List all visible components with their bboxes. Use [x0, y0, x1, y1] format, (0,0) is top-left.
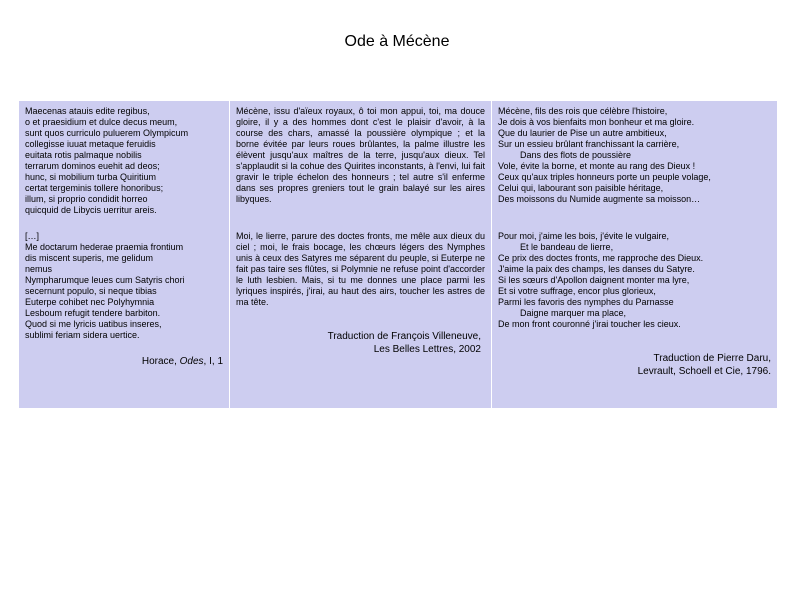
- page-title: Ode à Mécène: [344, 33, 450, 50]
- daru-source-line-2: Levrault, Schoell et Cie, 1796.: [637, 366, 771, 377]
- verse-line: De mon front couronné j'irai toucher les cieux.: [498, 319, 681, 329]
- latin-cell-1: [19, 101, 230, 226]
- verse-line: Parmi les favoris des nymphes du Parnasse: [498, 297, 674, 307]
- verse-line: Sur un essieu brûlant franchissant la carrière,: [498, 139, 680, 149]
- villeneuve-source-line-1: Traduction de François Villeneuve,: [327, 331, 481, 342]
- verse-line: Et le bandeau de lierre,: [520, 242, 614, 252]
- verse-line: Pour moi, j'aime les bois, j'évite le vulgaire,: [498, 231, 670, 241]
- villeneuve-cell-2: [230, 226, 492, 408]
- verse-line: secernunt populo, si neque tibias: [25, 286, 157, 296]
- verse-line: illum, si proprio condidit horreo: [25, 194, 148, 204]
- verse-line: quicquid de Libycis uerritur areis.: [25, 205, 157, 215]
- verse-line: sunt quos curriculo puluerem Olympicum: [25, 128, 189, 138]
- verse-line: […]: [25, 231, 40, 241]
- verse-line: Nympharumque leues cum Satyris chori: [25, 275, 185, 285]
- verse-line: Daigne marquer ma place,: [520, 308, 627, 318]
- daru-verse-1: [498, 106, 771, 205]
- verse-line: Ce prix des doctes fronts, me rapproche des Dieux.: [498, 253, 704, 263]
- verse-line: Et si votre suffrage, encor plus glorieux,: [498, 286, 656, 296]
- verse-line: Ceux qu'aux triples honneurs porte un peuple volage,: [498, 172, 711, 182]
- villeneuve-paragraph-2: Moi, le lierre, parure des doctes fronts, me mêle aux dieux du ciel ; moi, le frais bocage, les chœurs légers des Nymphes unis à ceux des Satyres me séparent du peuple, si Euterpe ne fait pas taire ses flûtes, si Polymnie ne refuse point d'accorder le luth lesbien. Mais, si tu me donnes une place parmi les lyriques inspirés, j'irai, au haut des airs, toucher les astres de ma tête.: [236, 231, 485, 307]
- villeneuve-source-line-2: Les Belles Lettres, 2002: [373, 344, 481, 355]
- verse-line: Celui qui, labourant son paisible héritage,: [498, 183, 664, 193]
- verse-line: o et praesidium et dulce decus meum,: [25, 117, 178, 127]
- verse-line: terrarum dominos euehit ad deos;: [25, 161, 160, 171]
- verse-line: Maecenas atauis edite regibus,: [25, 106, 150, 116]
- verse-line: sublimi feriam sidera uertice.: [25, 330, 140, 340]
- source-ref: , I, 1: [203, 356, 223, 367]
- daru-source: [498, 352, 771, 378]
- latin-verse-1: [25, 106, 223, 216]
- verse-line: Vole, évite la borne, et monte au rang des Dieux !: [498, 161, 696, 171]
- verse-line: Je dois à vos bienfaits mon bonheur et ma gloire.: [498, 117, 695, 127]
- source-author: Horace,: [141, 356, 180, 367]
- verse-line: dis miscent superis, me gelidum: [25, 253, 154, 263]
- verse-line: Si les sœurs d'Apollon daignent monter ma lyre,: [498, 275, 690, 285]
- daru-cell-2: [492, 226, 777, 408]
- verse-line: euitata rotis palmaque nobilis: [25, 150, 142, 160]
- verse-line: Euterpe cohibet nec Polyhymnia: [25, 297, 155, 307]
- verse-line: Me doctarum hederae praemia frontium: [25, 242, 184, 252]
- verse-line: Quod si me lyricis uatibus inseres,: [25, 319, 162, 329]
- latin-source: [25, 355, 223, 368]
- verse-line: Des moissons du Numide augmente sa moisson…: [498, 194, 701, 204]
- verse-line: hunc, si mobilium turba Quiritium: [25, 172, 157, 182]
- verse-line: J'aime la paix des champs, les danses du Satyre.: [498, 264, 695, 274]
- villeneuve-paragraph-1: Mécène, issu d'aïeux royaux, ô toi mon appui, toi, ma douce gloire, il y a des hommes dont c'est le plaisir d'avoir, à la course des chars, amassé la poussière olympique ; et la borne évitée par leurs roues brûlantes, la palme illustre les élèvent jusqu'aux maîtres de la terre, jusqu'aux dieux. Tel s'applaudit si la cohue des Quirites inconstants, à l'envi, lui fait gravir le triple échelon des honneurs ; tel autre s'il enferme dans ses propres greniers tout le grain balayé sur les aires libyques.: [236, 106, 485, 204]
- villeneuve-source: [236, 330, 485, 356]
- daru-source-line-1: Traduction de Pierre Daru,: [653, 353, 771, 364]
- verse-line: collegisse iuuat metaque feruidis: [25, 139, 156, 149]
- verse-line: nemus: [25, 264, 53, 274]
- translation-table: [19, 101, 777, 408]
- source-work: Odes: [179, 356, 204, 367]
- verse-line: Dans des flots de poussière: [520, 150, 632, 160]
- verse-line: certat tergeminis tollere honoribus;: [25, 183, 164, 193]
- verse-line: Que du laurier de Pise un autre ambitieux,: [498, 128, 667, 138]
- latin-verse-2: [25, 231, 223, 341]
- latin-cell-2: [19, 226, 230, 408]
- daru-cell-1: [492, 101, 777, 226]
- verse-line: Lesboum refugit tendere barbiton.: [25, 308, 161, 318]
- verse-line: Mécène, fils des rois que célèbre l'histoire,: [498, 106, 668, 116]
- villeneuve-cell-1: [230, 101, 492, 226]
- daru-verse-2: [498, 231, 771, 330]
